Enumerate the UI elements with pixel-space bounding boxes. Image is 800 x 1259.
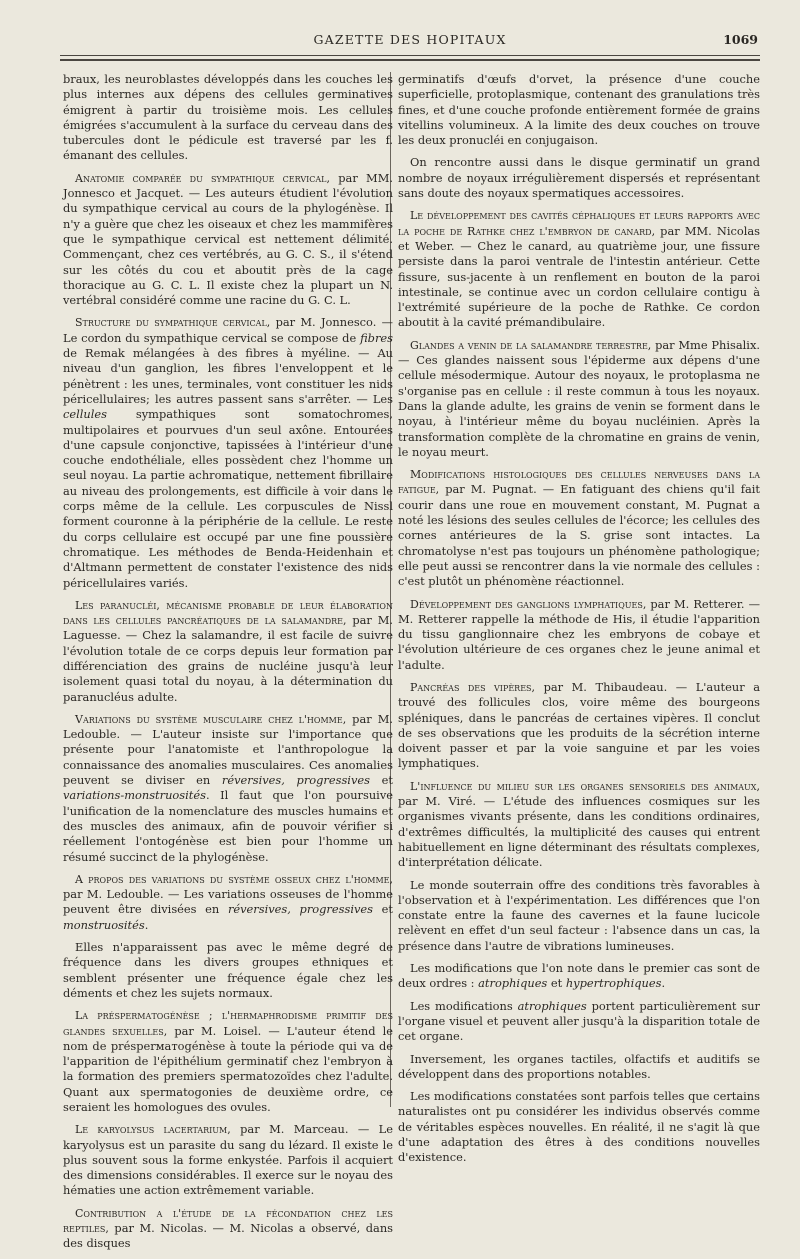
abstract-paragraph: Contribution a l'étude de la fécondation chez les reptiles, par M. Nicolas. — M. Nicolas a observé, dans des disques [63,1206,393,1251]
abstract-paragraph: Développement des ganglions lymphatiques, par M. Retterer. — M. Retterer rappelle la méthode de His, il étudie l'apparition du tissu ganglionnaire chez les embryons de cobaye et l'évolution ultérieure de ces organes chez le jeune animal et l'adulte. [398,596,760,672]
abstract-heading: Modifications histologiques des cellules nerveuses dans la fatigue, [398,468,760,497]
abstract-paragraph: Glandes a venin de la salamandre terrestre, par Mme Phisalix. — Ces glandes naissent sous l'épiderme aux dépens d'une cellule mésodermique. Autour des noyaux, le protoplasma ne s'organise pas en cellule : il reste commun à tous les noyaux. Dans la glande adulte, les grains de venin se forment dans le noyau, à l'intérieur même du boyau nucléinien. Après la transformation complète de la chromatine en grains de venin, le noyau meurt. [398,337,760,459]
paragraph: Les modifications atrophiques portent particulièrement sur l'organe visuel et peuvent aller jusqu'à la disparition totale de cet organe. [398,998,761,1044]
left-column [63,72,393,1259]
abstract-heading: L'influence du milieu sur les organes sensoriels des animaux, [410,779,760,793]
abstract-heading: Anatomie comparée du sympathique cervical, [75,171,330,185]
header-rule-thick [60,59,760,61]
abstract-paragraph: A propos des variations du système osseux chez l'homme, par M. Ledouble. — Les variations osseuses de l'homme peuvent être divisées en réversives, progressives et monstruosités. [63,872,393,932]
abstract-heading: Variations du système musculaire chez l'homme, [75,712,347,726]
paragraph: Les modifications constatées sont parfois telles que certains naturalistes ont pu considérer les individus observés comme de véritables espèces nouvelles. En réalité, il ne s'agit là que d'une adaptation des êtres à des conditions nouvelles d'existence. [398,1089,760,1165]
header-rule [60,55,760,56]
abstract-paragraph: Variations du système musculaire chez l'homme, par M. Ledouble. — L'auteur insiste sur l'importance que présente pour l'anatomiste et l'anthropologue la connaissance des anomalies musculaires. Ces anomalies peuvent se diviser en réversives, progressives et variations-monstruosités. Il faut que l'on poursuive l'unification de la nomenclature des muscles humains et des muscles des animaux, afin de pouvoir vérifier si réellement l'ontogénèse est bien pour l'homme un résumé succinct de la phylogénèse. [63,711,393,864]
abstract-paragraph: Modifications histologiques des cellules nerveuses dans la fatigue, par M. Pugnat. — En fatiguant des chiens qu'il fait courir dans une roue en mouvement constant, M. Pugnat a noté les lésions des seules cellules de l'écorce; les cellules des cornes antérieures de la S. grise sont intactes. La chromatolyse n'est pas toujours un phénomène pathologique; elle peut aussi se rencontrer dans la vie normale des cellules : c'est plutôt un phénomène réactionnel. [398,468,760,589]
abstract-heading: Le développement des cavités céphaliques et leurs rapports avec la poche de Rathke chez l'embryon de canard, [398,209,760,238]
abstract-paragraph: Le karyolysus lacertarium, par M. Marceau. — Le karyolysus est un parasite du sang du lézard. Il existe le plus souvent sous la forme enkystée. Parfois il acquiert des dimensions considérables. Il exerce sur le noyau des hématies une action extrêmement variable. [63,1122,393,1198]
abstract-heading: Glandes a venin de la salamandre terrestre, [410,338,652,352]
abstract-paragraph: Les paranucléi, mécanisme probable de leur élaboration dans les cellules pancréatiques de la salamandre, par M. Laguesse. — Chez la salamandre, il est facile de suivre l'évolution totale de ce corps depuis leur formation par différenciation des grains de nucléine jusqu'à leur isolement quasi total du noyau, à la détermination du paranucléus adulte. [63,598,393,704]
abstract-heading: Le karyolysus lacertarium, [75,1123,231,1137]
abstract-paragraph: Pancréas des vipères, par M. Thibaudeau. — L'auteur a trouvé des follicules clos, voire même des bourgeons spléniques, dans le pancréas de certaines vipères. Il conclut de ses observations que les produits de la sécrétion interne doivent passer et par la voie sanguine et par les voies lymphatiques. [398,679,760,771]
abstract-heading: Les paranucléi, mécanisme probable de leur élaboration dans les cellules pancréatiques de la salamandre, [63,598,393,628]
abstract-heading: Pancréas des vipères, [410,680,536,694]
abstract-paragraph: Structure du sympathique cervical, par M. Jonnesco. — Le cordon du sympathique cervical se compose de fibres de Remak mélangées à des fibres à myéline. — Au niveau d'un ganglion, les fibres l'enveloppent et le pénètrent : les unes, terminales, vont constituer les nids péricellulaires; les autres passent sans s'arrêter. — Les cellules sympathiques sont somatochromes, multipolaires et pourvues d'un seul axône. Entourées d'une capsule conjonctive, tapissées à l'intérieur d'une couche endothéliale, elles possèdent chez l'homme un seul noyau. La partie achromatique, nettement fibrillaire au niveau des prolongements, est difficile à voir dans le corps même de la cellule. Les corpuscules de Nissl forment couronne à la périphérie de la cellule. Le reste du corps cellulaire est occupé par une fine poussière chromatique. Les méthodes de Benda-Heidenhain et d'Altmann permettent de constater l'existence des nids péricellulaires variés. [63,315,394,590]
abstract-paragraph: Anatomie comparée du sympathique cervical, par MM. Jonnesco et Jacquet. — Les auteurs étudient l'évolution du sympathique cervical au cours de la phylogénèse. Il n'y a guère que chez les oiseaux et chez les mammifères que le sympathique cervical est nettement délimité. Commençant, chez ces vertébrés, au G. C. S., il s'étend sur les côtés du cou et aboutit près de la cage thoracique au G. C. L. Il existe chez la plupart un N. vertébral considéré comme une racine du G. C. L. [63,170,393,308]
paragraph: Le monde souterrain offre des conditions très favorables à l'observation et à l'expérimentation. Les différences que l'on constate entre la faune des cavernes et la faune lucicole relèvent en effet d'un seul facteur : l'absence dans un cas, la présence dans l'autre de vibrations lumineuses. [398,877,760,953]
journal-title: GAZETTE DES HOPITAUX [313,32,507,47]
paragraph: germinatifs d'œufs d'orvet, la présence d'une couche superficielle, protoplasmique, contenant des granulations très fines, et d'une couche profonde entièrement formée de grains vitellins volumineux. A la limite des deux couches on trouve les deux pronucléi en conjugaison. [398,72,760,148]
paragraph: Les modifications que l'on note dans le premier cas sont de deux ordres : atrophiques et hypertrophiques. [398,961,760,991]
paragraph: On rencontre aussi dans le disque germinatif un grand nombre de noyaux irrégulièrement dispersés et représentant sans doute des noyaux spermatiques accessoires. [398,155,760,201]
abstract-heading: La présperматogénèse ; l'hermaphrodisme primitif des glandes sexuelles, [63,1009,393,1038]
abstract-heading: A propos des variations du système osseux chez l'homme, [75,872,393,886]
abstract-heading: Structure du sympathique cervical, [75,316,271,330]
running-header [60,30,760,52]
abstract-heading: Développement des ganglions lymphatiques, [410,597,647,611]
paragraph: braux, les neuroblastes développés dans les couches les plus internes aux dépens des cellules germinatives émigrent à partir du troisième mois. Les cellules émigrées s'accumulent à la surface du cerveau dans des tubercules dont le pédicule est traversé par les f. émanant des cellules. [63,72,393,163]
abstract-heading: Contribution a l'étude de la fécondation chez les reptiles, [63,1206,393,1236]
paragraph: Inversement, les organes tactiles, olfactifs et auditifs se développent dans des proportions notables. [398,1051,760,1081]
abstract-paragraph: L'influence du milieu sur les organes sensoriels des animaux, par M. Viré. — L'étude des influences cosmiques sur les organismes vivants présente, dans les conditions ordinaires, d'extrêmes difficultés, la multiplicité des causes qui entrent habituellement en ligne déterminant des résultats complexes, d'interprétation délicate. [398,779,760,870]
page-number: 1069 [723,32,758,47]
abstract-paragraph: La présperматogénèse ; l'hermaphrodisme primitif des glandes sexuelles, par M. Loisel. — L'auteur étend le nom de présperматogénèse à toute la période qui va de l'apparition de l'épithélium germinatif chez l'embryon à la formation des premiers spermatozoïdes chez l'adulte. Quant aux spermatogonies de deuxième ordre, ce seraient les homologues des ovules. [63,1009,393,1114]
abstract-paragraph: Le développement des cavités céphaliques et leurs rapports avec la poche de Rathke chez l'embryon de canard, par MM. Nicolas et Weber. — Chez le canard, au quatrième jour, une fissure persiste dans la paroi ventrale de l'intestin antérieur. Cette fissure, sus-jacente à un renflement en bouton de la paroi intestinale, se continue avec un cordon cellulaire contigu à l'extrémité supérieure de la poche de Rathke. Ce cordon aboutit à la cavité prémandibulaire. [398,209,760,330]
right-column [398,72,760,1173]
paragraph: Elles n'apparaissent pas avec le même degré de fréquence dans les divers groupes ethniques et semblent présenter une fréquence égale chez les déments et chez les sujets normaux. [63,940,393,1000]
